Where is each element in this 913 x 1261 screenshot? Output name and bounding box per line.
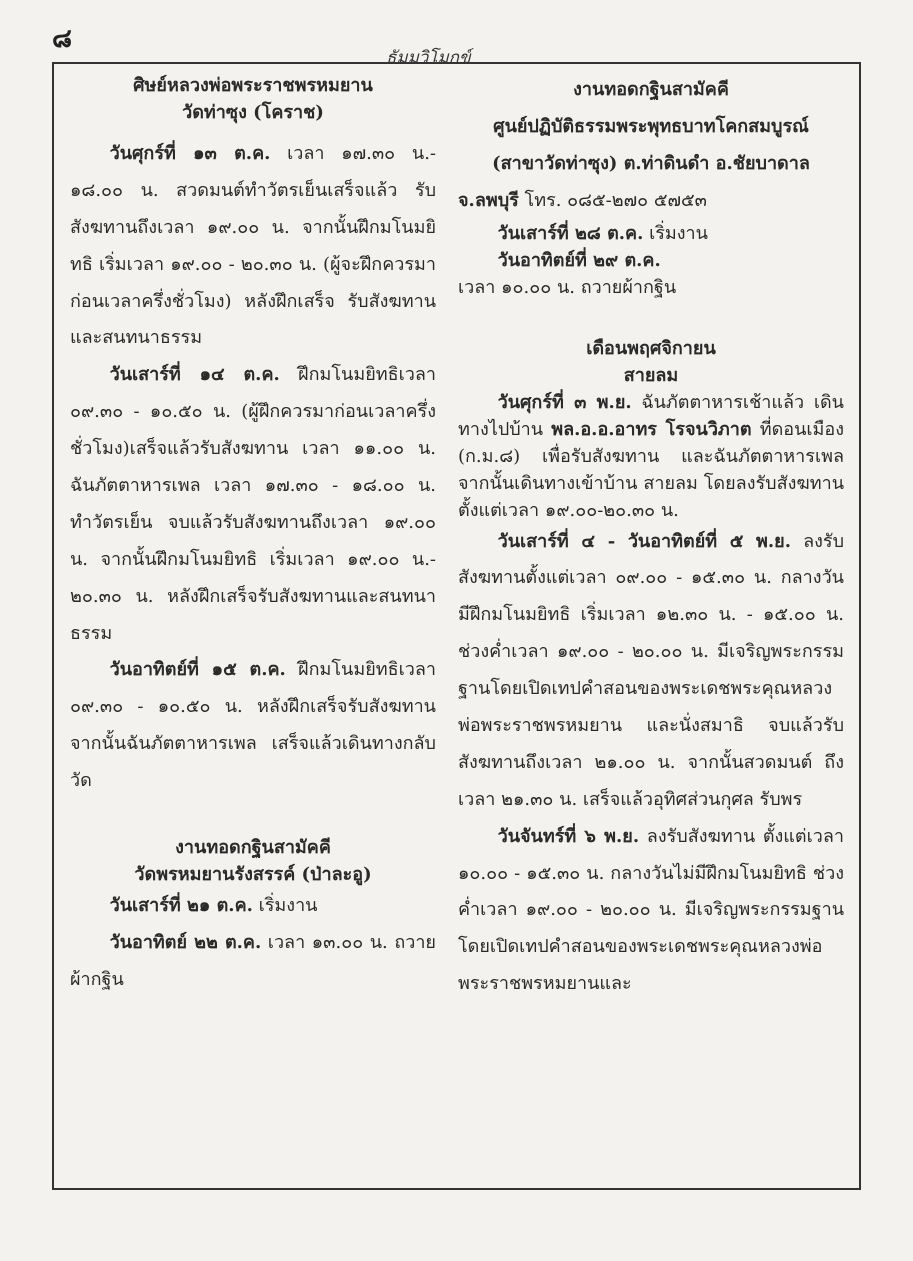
paragraph-text: ลงรับสังฆทาน ตั้งแต่เวลา ๑๐.๐๐ - ๑๕.๓๐ น. กลางวันไม่มีฝึกมโนมยิทธิ ช่วงค่ำเวลา ๑๙.๐๐ - ๒๐.๐๐ น. มีเจริญพระกรรมฐาน โดยเปิดเทปคำสอนของพระเดชพระคุณหลวงพ่อพระราชพรหมยานและ	[458, 825, 844, 995]
date-label: วันเสาร์ที่ ๔ - วันอาทิตย์ที่ ๕ พ.ย.	[497, 530, 791, 552]
schedule-paragraph	[70, 888, 436, 925]
month-heading: เดือนพฤศจิกายน	[586, 337, 716, 359]
date-label: วันเสาร์ที่ ๒๑ ต.ค.	[109, 895, 253, 917]
schedule-paragraph	[458, 819, 844, 1003]
date-label: วันอาทิตย์ที่ ๒๙ ต.ค.	[497, 249, 661, 271]
place-heading: สายลม	[623, 364, 679, 386]
paragraph-text: เวลา ๑๗.๓๐ น.- ๑๘.๐๐ น. สวดมนต์ทำวัตรเย็นเสร็จแล้ว รับสังฆทานถึงเวลา ๑๙.๐๐ น. จากนั้นฝึกมโนมยิทธิ เริ่มเวลา ๑๙.๐๐ - ๒๐.๓๐ น. (ผู้จะฝึกควรมาก่อนเวลาครึ่งชั่วโมง) หลังฝึกเสร็จ รับสังฆทานและสนทนาธรรม	[70, 143, 436, 349]
right-section1-title: งานทอดกฐินสามัคคี	[573, 79, 729, 100]
paragraph-text: เริ่มงาน	[252, 895, 318, 917]
right-section1-place: ศูนย์ปฏิบัติธรรมพระพุทธบาทโคกสมบูรณ์	[493, 115, 809, 137]
date-label: วันเสาร์ที่ ๑๔ ต.ค.	[109, 364, 280, 386]
paragraph-text: ฉันภัตตาหารเช้าแล้ว เดินทางไปบ้าน	[458, 391, 844, 440]
schedule-paragraph	[70, 136, 436, 357]
host-name: พล.อ.อ.อาทร โรจนวิภาต	[551, 418, 752, 440]
paragraph-text: ที่ดอนเมือง (ก.ม.๘) เพื่อรับสังฆทาน และฉันภัตตาหารเพล จากนั้นเดินทางเข้าบ้าน สายลม โดยลงรับสังฆทานตั้งแต่เวลา ๑๙.๐๐-๒๐.๓๐ น.	[458, 418, 844, 521]
schedule-paragraph	[70, 652, 436, 800]
left-section1-subtitle: วัดท่าซุง (โคราช)	[182, 102, 324, 123]
running-head: ธัมมวิโมกข์	[386, 48, 471, 68]
paragraph-text: เวลา ๑๐.๐๐ น. ถวายผ้ากฐิน	[458, 276, 677, 298]
schedule-paragraph	[70, 925, 436, 999]
date-label: วันศุกร์ที่ ๓ พ.ย.	[497, 391, 632, 413]
date-label: วันจันทร์ที่ ๖ พ.ย.	[497, 825, 640, 847]
schedule-paragraph	[458, 220, 844, 247]
date-label: วันอาทิตย์ ๒๒ ต.ค.	[109, 931, 262, 953]
page-number: ๘	[52, 24, 73, 54]
address-line	[458, 183, 844, 220]
left-column	[70, 72, 436, 999]
paragraph-text: ฝึกมโนมยิทธิเวลา ๐๙.๓๐ - ๑๐.๕๐ น. หลังฝึกเสร็จรับสังฆทาน จากนั้นฉันภัตตาหารเพล เสร็จแล้วเดินทางกลับวัด	[70, 659, 436, 792]
paragraph-text: เวลา ๑๓.๐๐ น. ถวายผ้ากฐิน	[70, 931, 436, 990]
schedule-paragraph	[458, 524, 844, 819]
right-column	[458, 72, 844, 1003]
right-section1-branch: (สาขาวัดท่าซุง) ต.ท่าดินดำ อ.ชัยบาดาล	[492, 152, 810, 174]
left-section2-subtitle: วัดพรหมยานรังสรรค์ (ป่าละอู)	[134, 864, 372, 886]
left-section1-title: ศิษย์หลวงพ่อพระราชพรหมยาน	[133, 75, 373, 96]
date-label: วันอาทิตย์ที่ ๑๕ ต.ค.	[109, 659, 286, 681]
province-label: จ.ลพบุรี	[458, 189, 519, 211]
schedule-paragraph	[70, 357, 436, 652]
date-label: วันเสาร์ที่ ๒๘ ต.ค.	[497, 222, 644, 244]
paragraph-text: ฝึกมโนมยิทธิเวลา ๐๙.๓๐ - ๑๐.๕๐ น. (ผู้ฝึกควรมาก่อนเวลาครึ่งชั่วโมง)เสร็จแล้วรับสังฆทาน เวลา ๑๑.๐๐ น. ฉันภัตตาหารเพล เวลา ๑๗.๓๐ - ๑๘.๐๐ น. ทำวัตรเย็น จบแล้วรับสังฆทานถึงเวลา ๑๙.๐๐ น. จากนั้นฝึกมโนมยิทธิ เริ่มเวลา ๑๙.๐๐ น.- ๒๐.๓๐ น. หลังฝึกเสร็จรับสังฆทานและสนทนาธรรม	[70, 364, 436, 644]
date-label: วันศุกร์ที่ ๑๓ ต.ค.	[109, 143, 271, 164]
paragraph-text: ลงรับสังฆทานตั้งแต่เวลา ๐๙.๐๐ - ๑๕.๓๐ น. กลางวัน มีฝึกมโนมยิทธิ เริ่มเวลา ๑๒.๓๐ น. - ๑๕.๐๐ น. ช่วงค่ำเวลา ๑๙.๐๐ - ๒๐.๐๐ น. มีเจริญพระกรรมฐานโดยเปิดเทปคำสอนของพระเดชพระคุณหลวงพ่อพระราชพรหมยาน และนั่งสมาธิ จบแล้วรับสังฆทานถึงเวลา ๒๑.๐๐ น. จากนั้นสวดมนต์ ถึงเวลา ๒๑.๓๐ น. เสร็จแล้วอุทิศส่วนกุศล รับพร	[458, 530, 844, 810]
schedule-paragraph	[458, 389, 844, 524]
paragraph-text: เริ่มงาน	[643, 222, 708, 244]
phone-text: โทร. ๐๘๕-๒๗๐ ๕๗๕๓	[518, 189, 707, 211]
left-section2-title: งานทอดกฐินสามัคคี	[175, 837, 331, 859]
